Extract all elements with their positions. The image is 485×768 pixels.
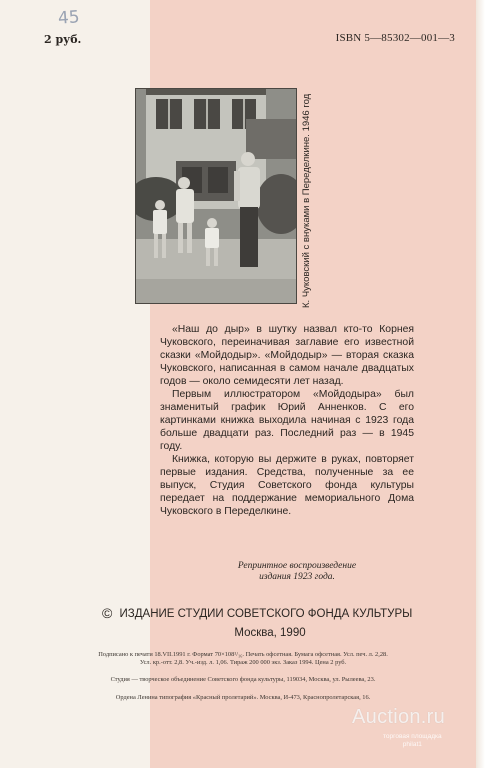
photo-image <box>136 89 296 303</box>
paragraph: Первым иллюстратором «Мойдодыра» был знаменитый график Юрий Анненков. С его картинками книжка выходила начиная с 1923 года больше двадцати раз. Последний раз — в 1945 году. <box>160 389 414 452</box>
reprint-note <box>222 561 372 583</box>
copyright-icon: © <box>102 605 113 621</box>
imprint-block <box>38 651 448 667</box>
paragraph: Книжка, которую вы держите в руках, повторяет первые издания. Средства, полученные за ее выпуск, Студия Советского фонда культуры передает на поддержание мемориального Дома Чуковского в Переделкине. <box>160 454 414 517</box>
imprint-studio-line: Студия — творческое объединение Советского фонда культуры, 119034, Москва, ул. Рылеева, 23. <box>110 676 376 683</box>
price-label: 2 руб. <box>44 33 82 46</box>
photo-caption: К. Чуковский с внуками в Переделкине. 1946 год <box>301 93 312 308</box>
imprint-printer-line: Ордена Ленина типография «Красный пролетарий». Москва, И-473, Краснопролетарская, 16. <box>115 694 371 701</box>
description-text <box>160 323 414 518</box>
reprint-line: Репринтное воспроизведение <box>237 561 357 571</box>
handwritten-mark: 45 <box>57 7 81 29</box>
page-edge <box>476 0 485 768</box>
auction-watermark-sub <box>383 733 442 749</box>
paragraph: «Наш до дыр» в шутку назвал кто-то Корнея Чуковского, переиначивая заглавие его известной сказки «Мойдодыр». «Мойдодыр» — вторая сказка Чуковского, написанная в самом начале двадцатых годов — около семидесяти лет назад. <box>160 324 414 387</box>
publisher-name: ИЗДАНИЕ СТУДИИ СОВЕТСКОГО ФОНДА КУЛЬТУРЫ <box>119 608 413 620</box>
publication-city-year: Москва, 1990 <box>234 627 306 639</box>
reprint-line: издания 1923 года. <box>259 572 335 582</box>
auction-watermark: Auction.ru <box>352 706 446 728</box>
photo-chukovsky-with-grandchildren <box>135 88 297 304</box>
isbn-label: ISBN 5—85302—001—3 <box>335 32 455 44</box>
imprint-line: Усл. кр.-отт. 2,8. Уч.-изд. л. 1,06. Тираж 200 000 экз. Заказ 1994. Цена 2 руб. <box>139 659 347 666</box>
watermark-subline: philat1 <box>402 741 422 748</box>
imprint-line: Подписано к печати 18.VII.1991 г. Формат 70×108¹/₁₆. Печать офсетная. Бумага офсетная. Усл. печ. л. 2,28. <box>98 651 388 658</box>
publisher-line <box>102 605 432 621</box>
watermark-subline: торговая площадка <box>383 733 442 740</box>
